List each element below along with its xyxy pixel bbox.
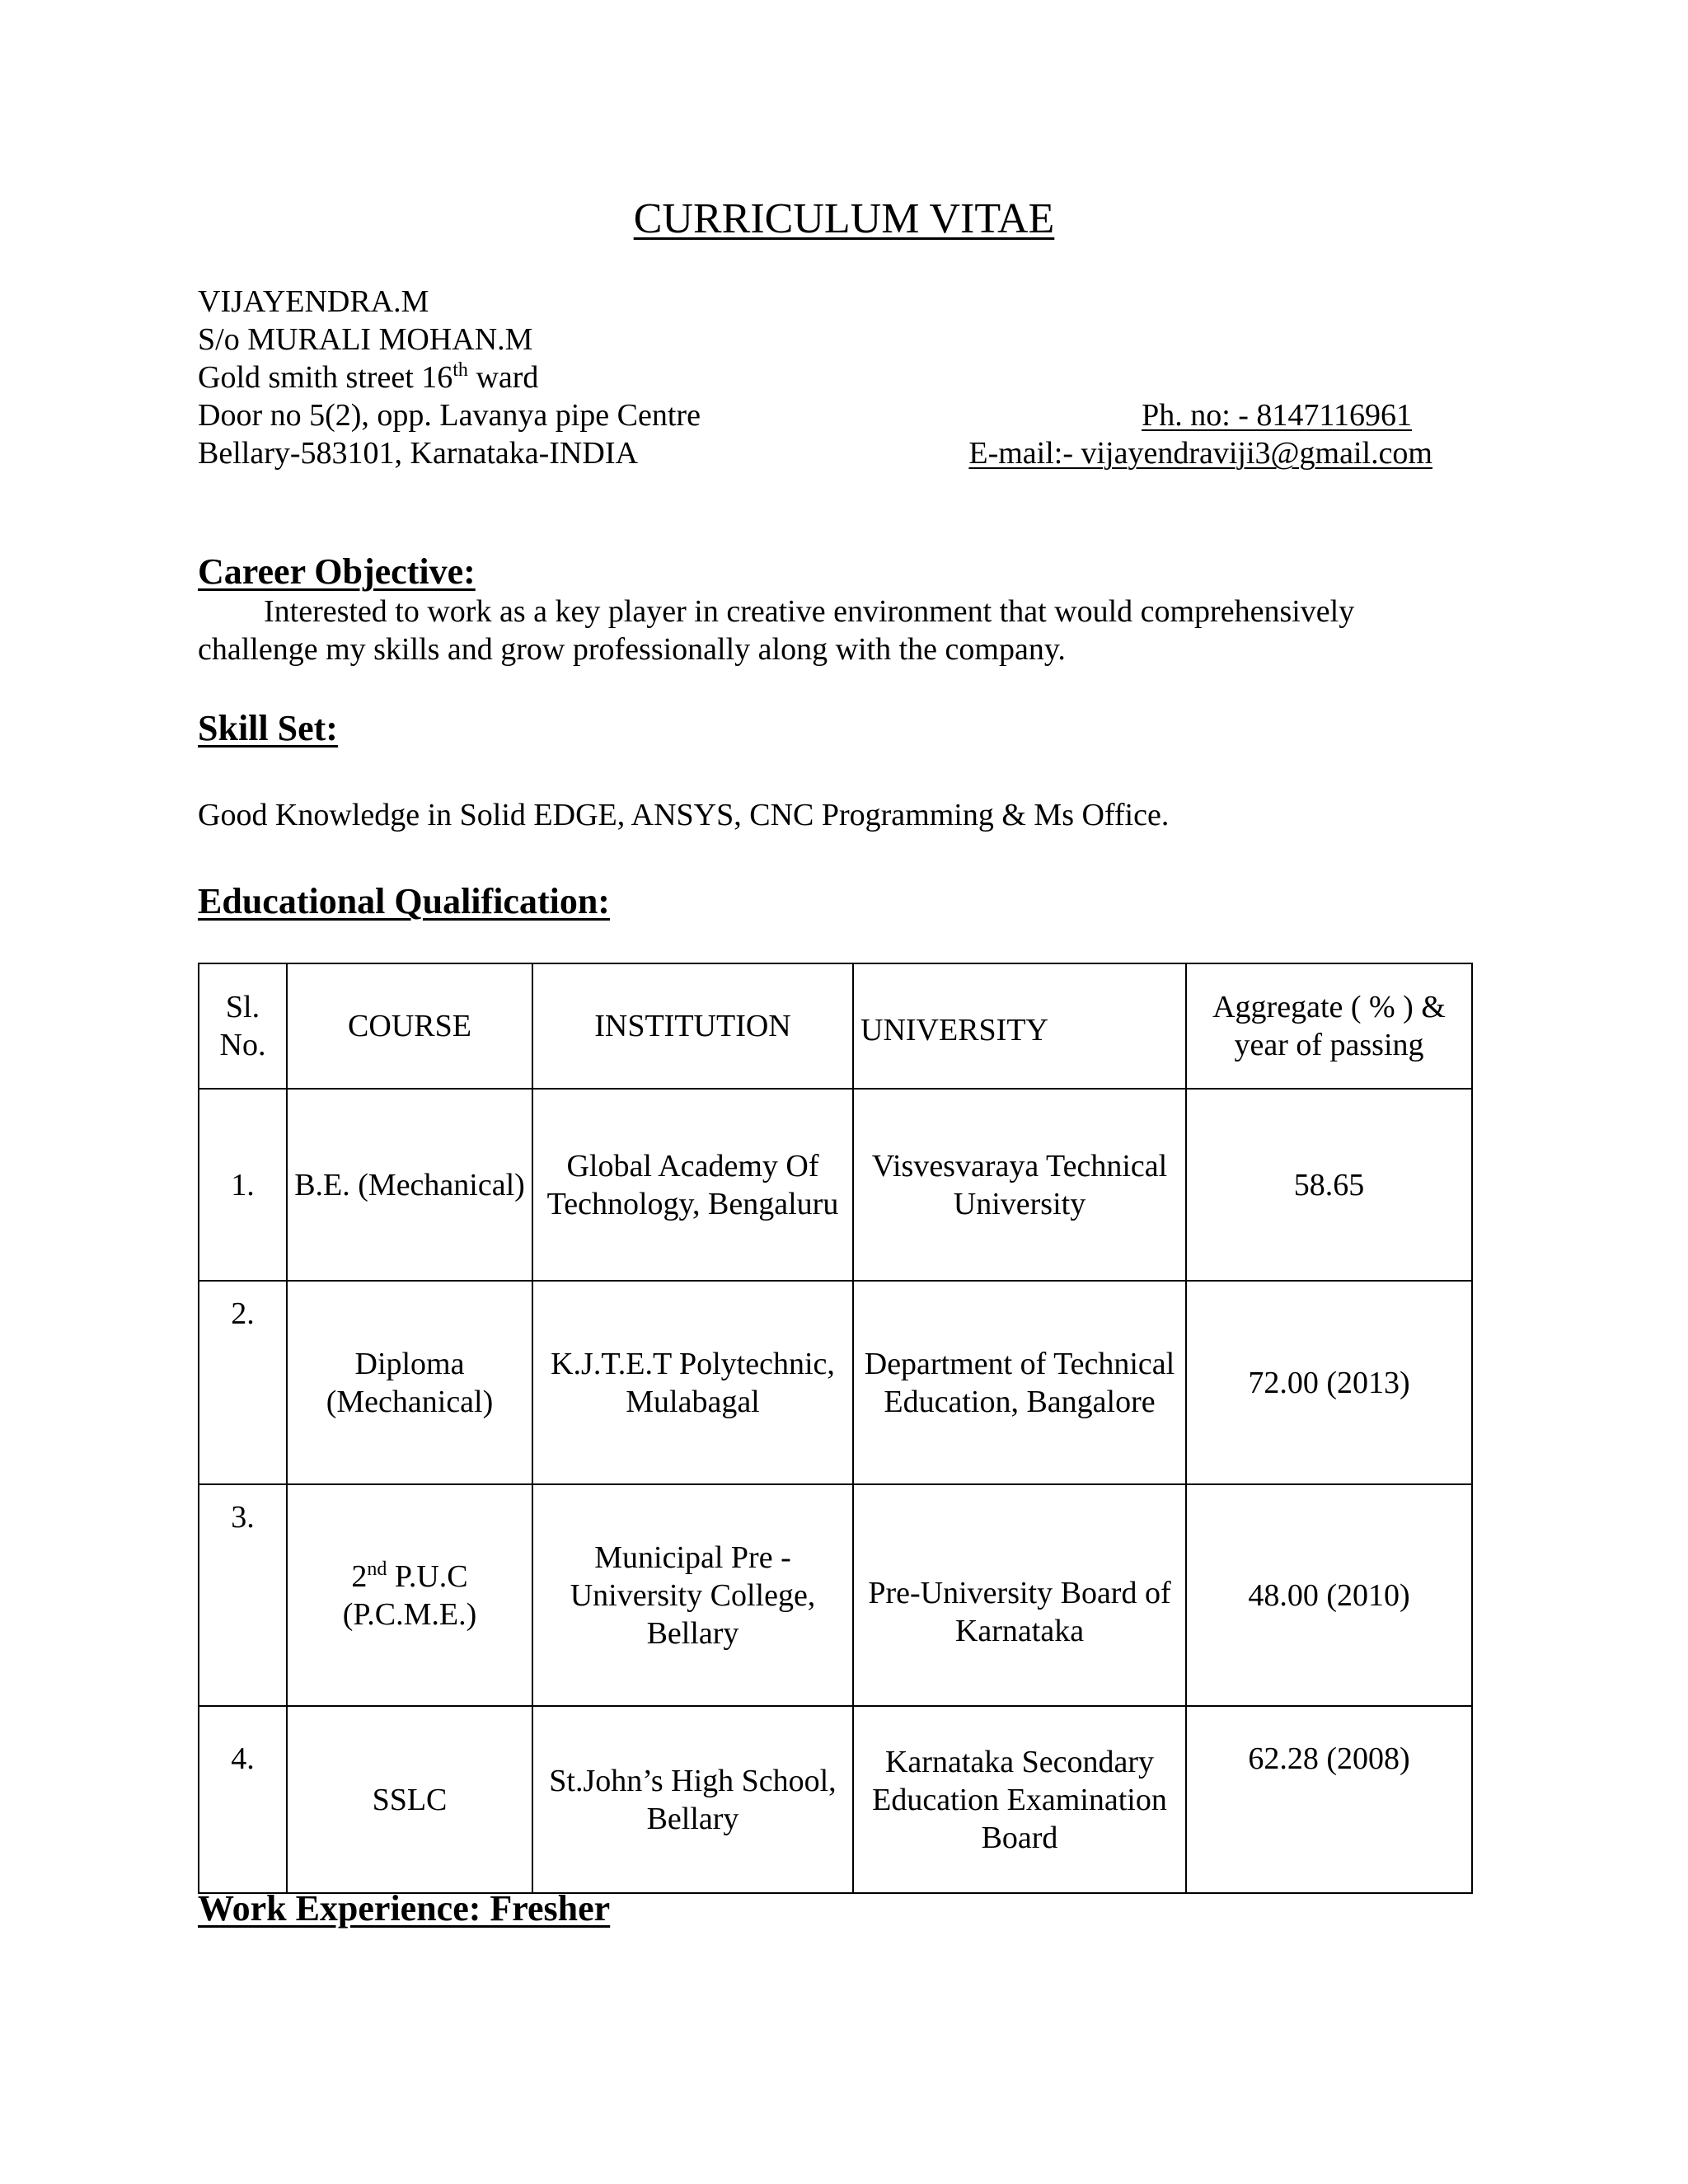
row-aggregate: 48.00 (2010)	[1186, 1484, 1472, 1706]
table-row	[199, 1484, 1472, 1706]
address-line-1: Gold smith street 16th ward	[198, 359, 539, 395]
table-row	[199, 1706, 1472, 1893]
header-aggregate: Aggregate ( % ) & year of passing	[1186, 963, 1472, 1089]
career-objective-heading: Career Objective:	[198, 551, 476, 592]
row-sl: 4.	[199, 1706, 287, 1893]
row-institution: Global Academy Of Technology, Bengaluru	[532, 1089, 853, 1281]
row-university: Pre-University Board of Karnataka	[853, 1484, 1186, 1706]
header-sl-no: Sl. No.	[199, 963, 287, 1089]
education-table	[198, 963, 1473, 1894]
row-aggregate: 72.00 (2013)	[1186, 1281, 1472, 1484]
row-institution: K.J.T.E.T Polytechnic, Mulabagal	[532, 1281, 853, 1484]
row-course: Diploma (Mechanical)	[287, 1281, 532, 1484]
row-university: Karnataka Secondary Education Examination Board	[853, 1706, 1186, 1893]
header-institution: INSTITUTION	[532, 963, 853, 1089]
career-objective-text: Interested to work as a key player in creative environment that would comprehensively challenge my skills and grow professionally along with the company.	[198, 594, 1355, 667]
table-row	[199, 1281, 1472, 1484]
candidate-name: VIJAYENDRA.M	[198, 284, 429, 319]
row-course: B.E. (Mechanical)	[287, 1089, 532, 1281]
skill-set-heading: Skill Set:	[198, 708, 338, 748]
row-university: Visvesvaraya Technical University	[853, 1089, 1186, 1281]
row-course: 2nd P.U.C (P.C.M.E.)	[287, 1484, 532, 1706]
parent-name: S/o MURALI MOHAN.M	[198, 322, 533, 357]
row-sl: 1.	[199, 1089, 287, 1281]
table-header-row	[199, 963, 1472, 1089]
row-institution: St.John’s High School, Bellary	[532, 1706, 853, 1893]
table-row	[199, 1089, 1472, 1281]
row-course: SSLC	[287, 1706, 532, 1893]
header-course: COURSE	[287, 963, 532, 1089]
row-sl: 3.	[199, 1484, 287, 1706]
header-university: UNIVERSITY	[853, 963, 1186, 1089]
row-aggregate: 58.65	[1186, 1089, 1472, 1281]
row-institution: Municipal Pre - University College, Bellary	[532, 1484, 853, 1706]
row-aggregate: 62.28 (2008)	[1186, 1706, 1472, 1893]
document-title: CURRICULUM VITAE	[633, 195, 1055, 242]
row-university: Department of Technical Education, Bangalore	[853, 1281, 1186, 1484]
row-sl: 2.	[199, 1281, 287, 1484]
address-line-2: Door no 5(2), opp. Lavanya pipe Centre	[198, 398, 701, 433]
work-experience-heading: Work Experience: Fresher	[198, 1888, 611, 1929]
phone-number: Ph. no: - 8147116961	[1142, 398, 1412, 433]
address-line-3: Bellary-583101, Karnataka-INDIA	[198, 436, 638, 471]
email-address: E-mail:- vijayendraviji3@gmail.com	[968, 436, 1432, 471]
skill-set-text: Good Knowledge in Solid EDGE, ANSYS, CNC Programming & Ms Office.	[198, 798, 1170, 832]
education-heading: Educational Qualification:	[198, 881, 610, 921]
